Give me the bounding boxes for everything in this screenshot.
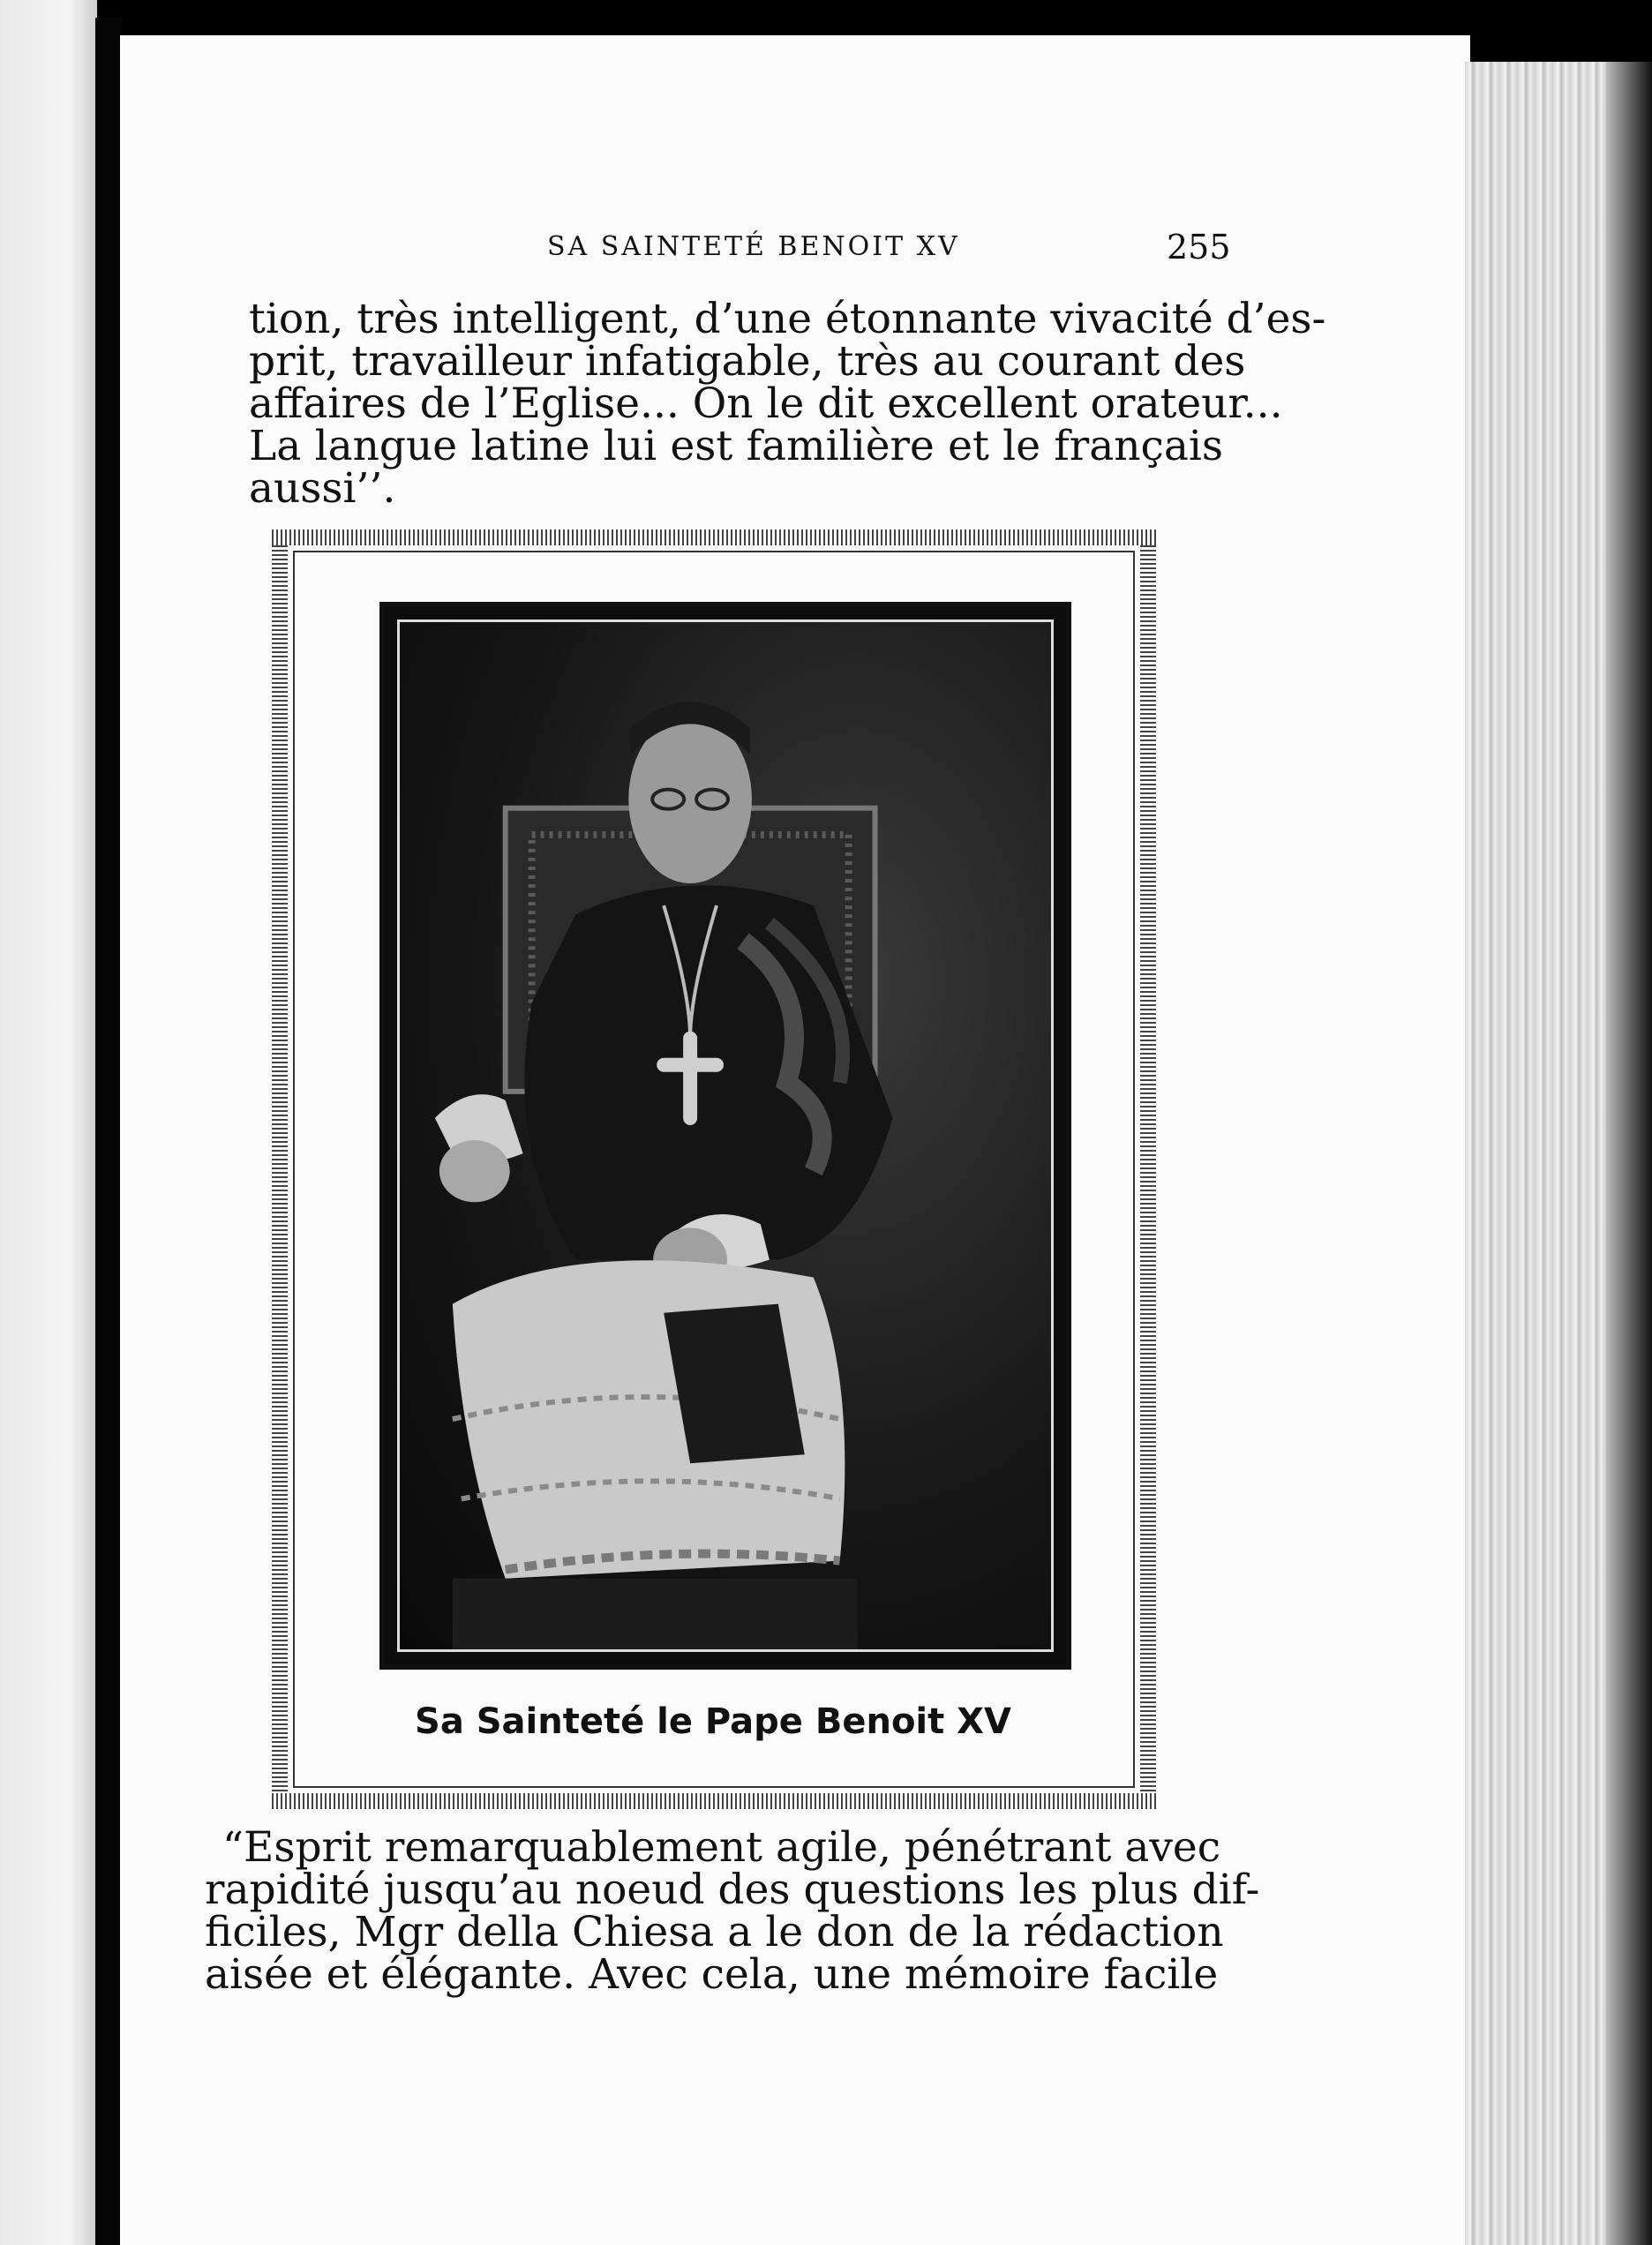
text-line: ficiles, Mgr della Chiesa a le don de la rédaction	[205, 1908, 1224, 1956]
text-line: tion, très intelligent, d’une étonnante vivacité d’es-	[249, 295, 1326, 343]
portrait-illustration	[400, 622, 1051, 1649]
portrait-image	[397, 619, 1054, 1652]
book-gutter	[95, 18, 122, 2245]
facing-page-edge	[0, 0, 97, 2245]
text-line: rapidité jusqu’au noeud des questions les plus dif-	[205, 1866, 1260, 1914]
figure-caption: Sa Sainteté le Pape Benoit XV	[415, 1701, 1011, 1742]
text-line: aisée et élégante. Avec cela, une mémoire facile	[205, 1950, 1219, 1999]
text-line: “Esprit remarquablement agile, pénétrant avec	[222, 1823, 1221, 1872]
page-number: 255	[1167, 228, 1231, 267]
text-line: aussi’’.	[249, 464, 396, 513]
text-line: La langue latine lui est familière et le français	[249, 422, 1223, 470]
running-head: SA SAINTETÉ BENOIT XV	[547, 231, 960, 262]
top-paragraph	[249, 295, 1326, 513]
text-line: prit, travailleur infatigable, très au courant des	[249, 337, 1246, 386]
portrait-photo	[379, 602, 1071, 1670]
bottom-paragraph	[205, 1823, 1260, 1999]
scan-top-border	[0, 0, 1652, 35]
text-line: affaires de l’Eglise... On le dit excellent orateur...	[249, 379, 1283, 428]
page-edges-shadow	[1606, 62, 1652, 2245]
